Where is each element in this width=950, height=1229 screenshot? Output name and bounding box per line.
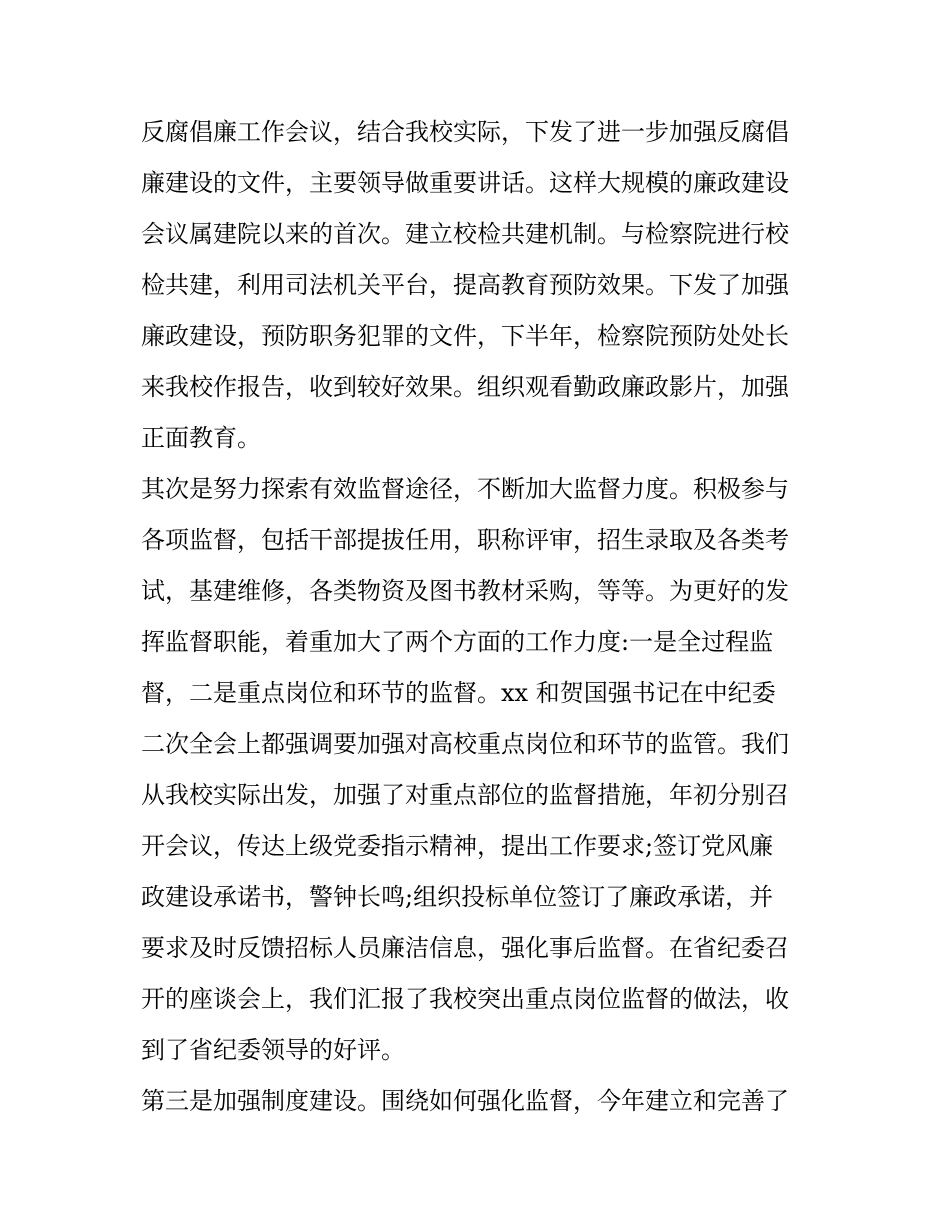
text-line: 政建设承诺书，警钟长鸣;组织投标单位签订了廉政承诺，并 <box>141 883 774 911</box>
paragraph-3 <box>141 1076 821 1127</box>
paragraph-1 <box>141 107 821 464</box>
text-line: 要求及时反馈招标人员廉洁信息，强化事后监督。在省纪委召 <box>141 934 789 962</box>
text-line: 会议属建院以来的首次。建立校检共建机制。与检察院进行校 <box>141 220 789 248</box>
text-line: 反腐倡廉工作会议，结合我校实际，下发了进一步加强反腐倡 <box>141 118 789 146</box>
text-line: 廉建设的文件，主要领导做重要讲话。这样大规模的廉政建设 <box>141 169 789 197</box>
text-line: 开的座谈会上，我们汇报了我校突出重点岗位监督的做法，收 <box>141 985 789 1013</box>
text-line: 试，基建维修，各类物资及图书教材采购，等等。为更好的发 <box>141 577 789 605</box>
text-line: 廉政建设，预防职务犯罪的文件，下半年，检察院预防处处长 <box>141 322 789 350</box>
text-line: 挥监督职能，着重加大了两个方面的工作力度:一是全过程监 <box>141 628 774 656</box>
text-line: 第三是加强制度建设。围绕如何强化监督，今年建立和完善了 <box>141 1087 789 1115</box>
text-line: 督，二是重点岗位和环节的监督。xx 和贺国强书记在中纪委 <box>141 679 776 707</box>
document-body <box>141 107 821 1127</box>
text-line: 其次是努力探索有效监督途径，不断加大监督力度。积极参与 <box>141 475 789 503</box>
text-line: 开会议，传达上级党委指示精神，提出工作要求;签订党风廉 <box>141 832 774 860</box>
paragraph-2 <box>141 464 821 1076</box>
text-line: 从我校实际出发，加强了对重点部位的监督措施，年初分别召 <box>141 781 789 809</box>
text-line: 检共建，利用司法机关平台，提高教育预防效果。下发了加强 <box>141 271 789 299</box>
text-line: 二次全会上都强调要加强对高校重点岗位和环节的监管。我们 <box>141 730 789 758</box>
text-line: 正面教育。 <box>141 424 261 452</box>
text-line: 到了省纪委领导的好评。 <box>141 1036 405 1064</box>
text-line: 各项监督，包括干部提拔任用，职称评审，招生录取及各类考 <box>141 526 789 554</box>
text-line: 来我校作报告，收到较好效果。组织观看勤政廉政影片，加强 <box>141 373 789 401</box>
